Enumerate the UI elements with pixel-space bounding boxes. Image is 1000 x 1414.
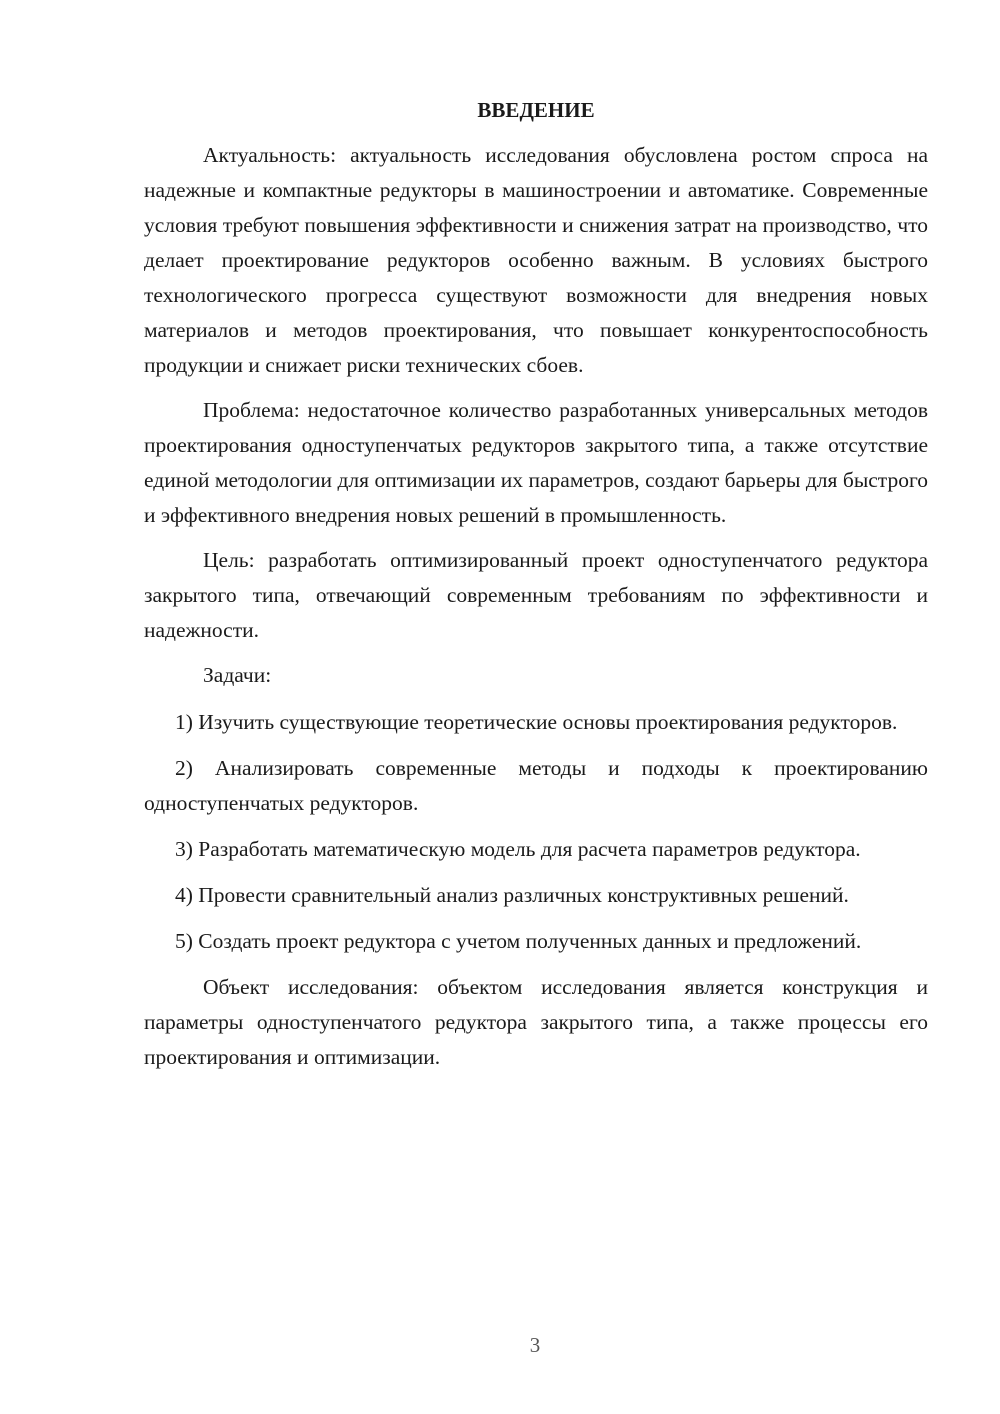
document-page: [144, 94, 928, 1085]
goal-paragraph: Цель: разработать оптимизированный проект одноступенчатого редуктора закрытого типа, отвечающий современным требованиям по эффективности и надежности.: [144, 548, 928, 642]
problem-paragraph: Проблема: недостаточное количество разработанных универсальных методов проектирования одноступенчатых редукторов закрытого типа, а также отсутствие единой методологии для оптимизации их параметров, создают барьеры для быстрого и эффективного внедрения новых решений в промышленность.: [144, 398, 928, 527]
task-item: 2) Анализировать современные методы и подходы к проектированию одноступенчатых редукторов.: [144, 756, 928, 815]
task-item: 3) Разработать математическую модель для расчета параметров редуктора.: [175, 837, 861, 861]
task-item: 1) Изучить существующие теоретические основы проектирования редукторов.: [175, 710, 898, 734]
page-title: ВВЕДЕНИЕ: [477, 98, 595, 122]
page-number: 3: [529, 1333, 541, 1357]
task-item: 4) Провести сравнительный анализ различных конструктивных решений.: [175, 883, 849, 907]
object-paragraph: Объект исследования: объектом исследования является конструкция и параметры одноступенчатого редуктора закрытого типа, а также процессы его проектирования и оптимизации.: [144, 975, 928, 1069]
task-item: 5) Создать проект редуктора с учетом полученных данных и предложений.: [175, 929, 862, 953]
relevance-paragraph: Актуальность: актуальность исследования обусловлена ростом спроса на надежные и компактные редукторы в машиностроении и автоматике. Современные условия требуют повышения эффективности и снижения затрат на производство, что делает проектирование редукторов особенно важным. В условиях быстрого технологического прогресса существуют возможности для внедрения новых материалов и методов проектирования, что повышает конкурентоспособность продукции и снижает риски технических сбоев.: [144, 143, 928, 377]
tasks-label: Задачи:: [203, 663, 272, 687]
